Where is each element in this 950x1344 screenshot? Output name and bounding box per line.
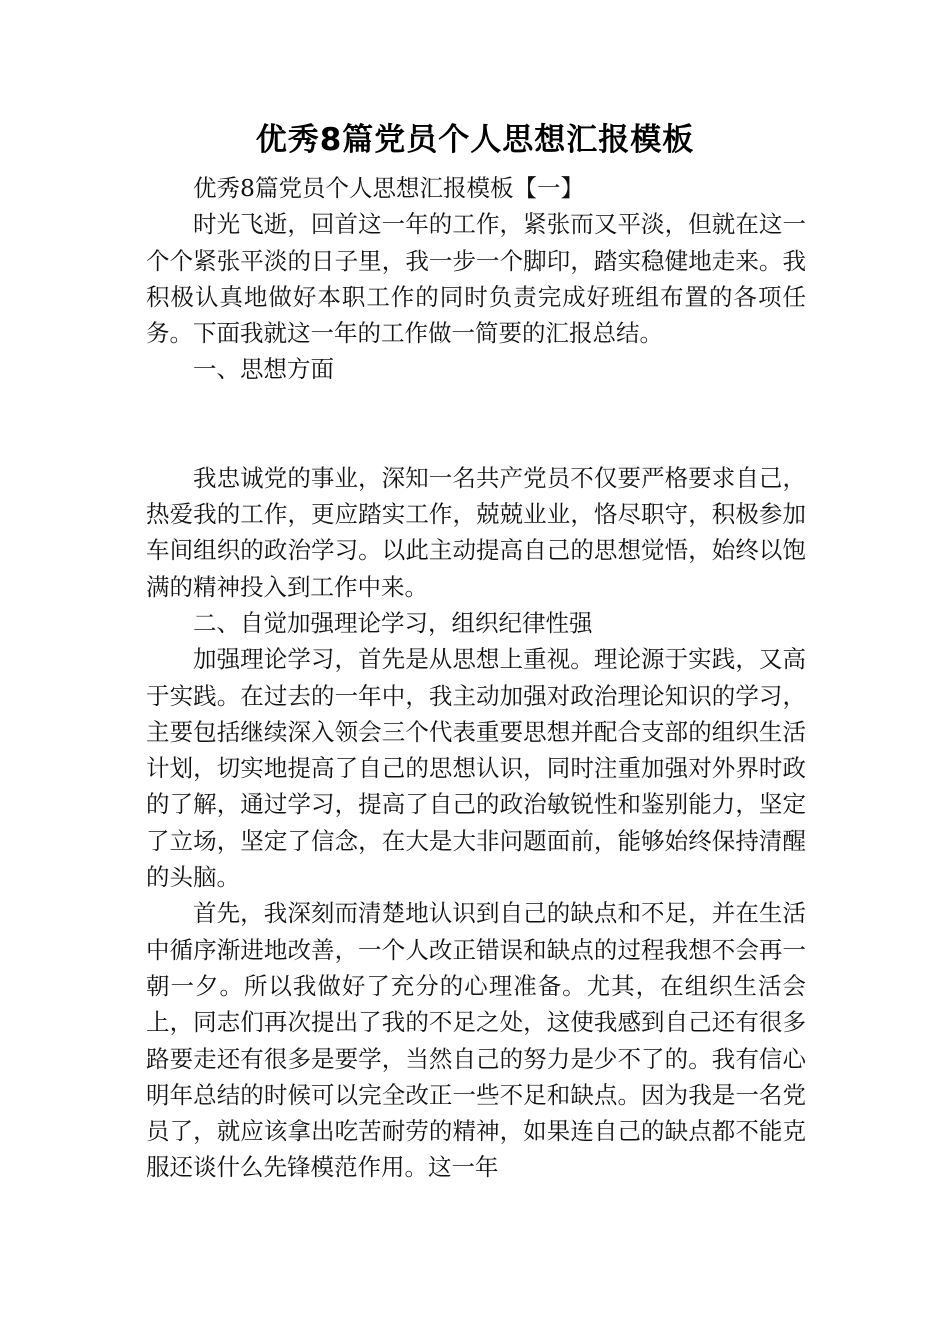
paragraph-shortcomings: 首先，我深刻而清楚地认识到自己的缺点和不足，并在生活中循序渐进地改善，一个人改正错误和缺点的过程我想不会再一朝一夕。所以我做好了充分的心理准备。尤其，在组织生活会上，同志们再次提出了我的不足之处，这使我感到自己还有很多路要走还有很多是要学，当然自己的努力是少不了的。我有信心明年总结的时候可以完全改正一些不足和缺点。因为我是一名党员了，就应该拿出吃苦耐劳的精神，如果连自己的缺点都不能克服还谈什么先锋模范作用。这一年: [146, 899, 806, 1182]
blank-space: [146, 388, 806, 460]
paragraph-loyalty: 我忠诚党的事业，深知一名共产党员不仅要严格要求自己，热爱我的工作，更应踏实工作，兢兢业业，恪尽职守，积极参加车间组织的政治学习。以此主动提高自己的思想觉悟，始终以饱满的精神投入到工作中来。: [146, 463, 806, 601]
section-heading-theory: 二、自觉加强理论学习，组织纪律性强: [193, 608, 593, 637]
paragraph-theory-study: 加强理论学习，首先是从思想上重视。理论源于实践，又高于实践。在过去的一年中，我主动加强对政治理论知识的学习，主要包括继续深入领会三个代表重要思想并配合支部的组织生活计划，切实地提高了自己的思想认识，同时注重加强对外界时政的了解，通过学习，提高了自己的政治敏锐性和鉴别能力，坚定了立场，坚定了信念，在大是大非问题面前，能够始终保持清醒的头脑。: [146, 645, 806, 892]
document-body: [146, 170, 806, 1186]
document-title: 优秀8篇党员个人思想汇报模板: [255, 122, 695, 158]
section-heading-1: 优秀8篇党员个人思想汇报模板【一】: [193, 174, 584, 202]
paragraph-intro: 时光飞逝，回首这一年的工作，紧张而又平淡，但就在这一个个紧张平淡的日子里，我一步一个脚印，踏实稳健地走来。我积极认真地做好本职工作的同时负责完成好班组布置的各项任务。下面我就这一年的工作做一简要的汇报总结。: [146, 210, 806, 348]
section-heading-thought: 一、思想方面: [193, 355, 334, 384]
